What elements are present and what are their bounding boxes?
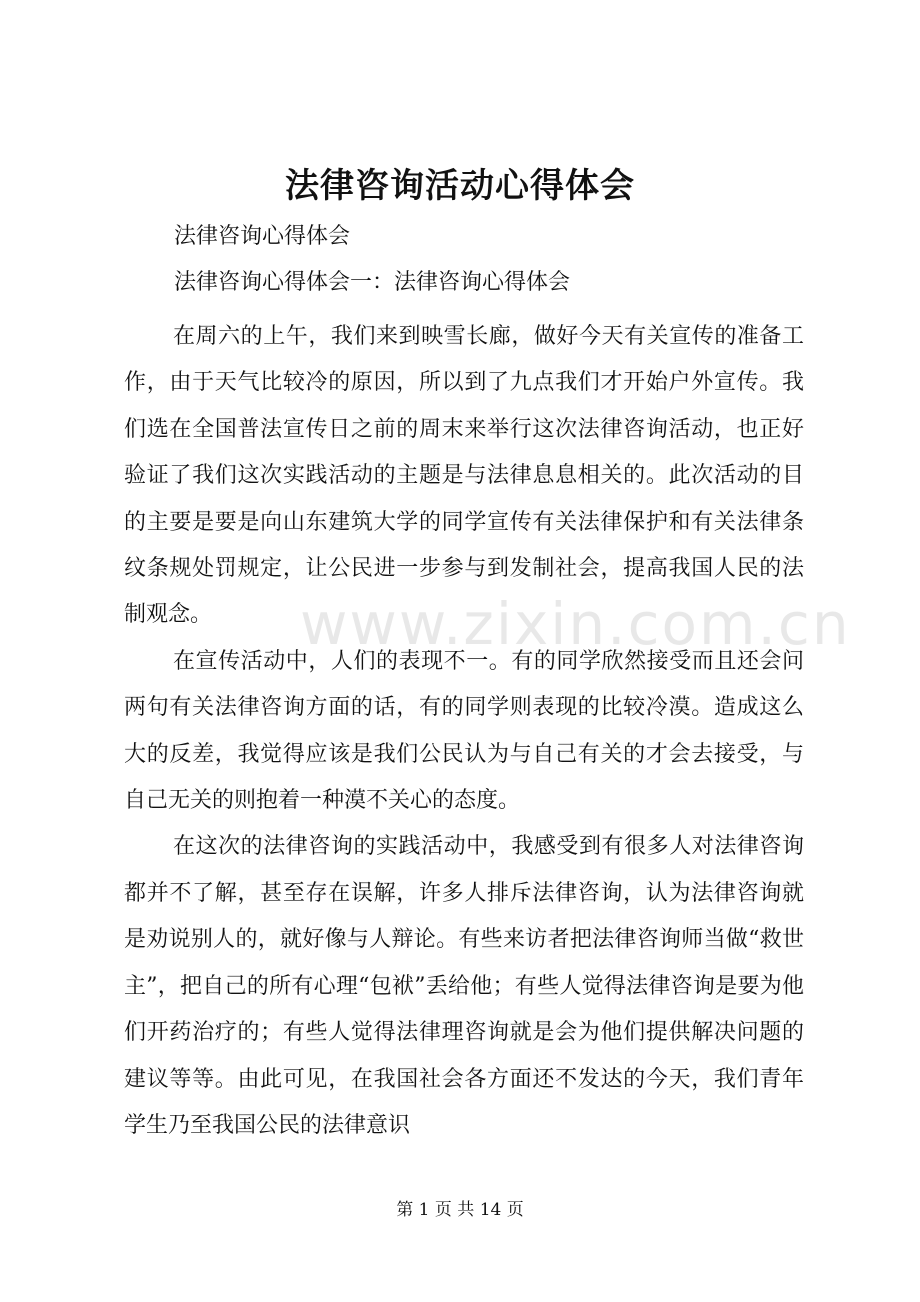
paragraph-1: 在周六的上午，我们来到映雪长廊，做好今天有关宣传的准备工作，由于天气比较冷的原因，所以到了九点我们才开始户外宣传。我们选在全国普法宣传日之前的周末来举行这次法律咨询活动，也正好验证了我们这次实践活动的主题是与法律息息相关的。此次活动的目的主要是要是向山东建筑大学的同学宣传有关法律保护和有关法律条纹条规处罚规定，让公民进一步参与到发制社会，提高我国人民的法制观念。: [124, 324, 804, 628]
subheading-2: 法律咨询心得体会一：法律咨询心得体会: [174, 270, 571, 295]
document-body: [124, 314, 804, 1149]
watermark: www.zixin.com.cn: [300, 590, 851, 658]
subheading-1: 法律咨询心得体会: [174, 224, 351, 249]
page-footer: 第 1 页 共 14 页: [396, 1200, 524, 1220]
document-title: 法律咨询活动心得体会: [285, 166, 635, 206]
paragraph-3: 在这次的法律咨询的实践活动中，我感受到有很多人对法律咨询都并不了解，甚至存在误解，许多人排斥法律咨询，认为法律咨询就是劝说别人的，就好像与人辩论。有些来访者把法律咨询师当做“救世主”，把自己的所有心理“包袱”丢给他；有些人觉得法律咨询是要为他们开药治疗的；有些人觉得法律理咨询就是会为他们提供解决问题的建议等等。由此可见，在我国社会各方面还不发达的今天，我们青年学生乃至我国公民的法律意识: [124, 834, 804, 1138]
paragraph-2: 在宣传活动中，人们的表现不一。有的同学欣然接受而且还会问两句有关法律咨询方面的话，有的同学则表现的比较冷漠。造成这么大的反差，我觉得应该是我们公民认为与自己有关的才会去接受，与自己无关的则抱着一种漠不关心的态度。: [124, 648, 804, 814]
